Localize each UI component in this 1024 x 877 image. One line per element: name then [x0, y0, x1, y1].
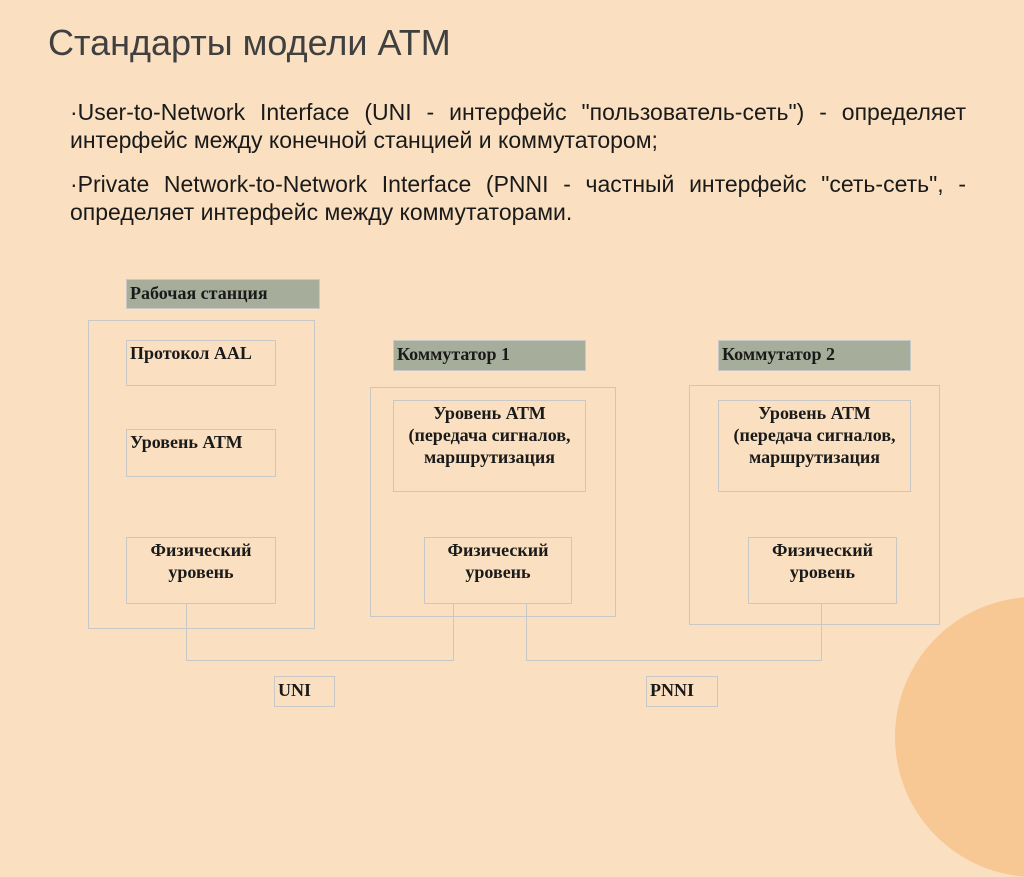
switch2-physical-level: Физический уровень [748, 537, 897, 604]
switch2-atm-level: Уровень АТМ (передача сигналов, маршрутизация [718, 400, 911, 492]
switch1-header: Коммутатор 1 [393, 340, 586, 371]
uni-label: UNI [274, 676, 335, 707]
bullet-pnni: ·Private Network-to-Network Interface (PNNI - частный интерфейс "сеть-сеть", - определяет интерфейс между коммутаторами. [70, 171, 966, 225]
switch2-header: Коммутатор 2 [718, 340, 911, 371]
bullet-uni: ·User-to-Network Interface (UNI - интерфейс "пользователь-сеть") - определяет интерфейс между конечной станцией и коммутатором; [70, 99, 966, 153]
uni-link-bottom [186, 660, 454, 661]
workstation-header: Рабочая станция [126, 279, 320, 309]
pnni-link-left [526, 604, 527, 661]
workstation-aal-protocol: Протокол AAL [126, 340, 276, 386]
switch1-physical-level: Физический уровень [424, 537, 572, 604]
pnni-label: PNNI [646, 676, 718, 707]
workstation-atm-level: Уровень АТМ [126, 429, 276, 477]
uni-link-left [186, 604, 187, 661]
pnni-link-right [821, 604, 822, 661]
switch1-atm-level: Уровень АТМ (передача сигналов, маршрутизация [393, 400, 586, 492]
uni-link-right [453, 604, 454, 661]
slide-title: Стандарты модели АТМ [48, 22, 451, 63]
pnni-link-bottom [526, 660, 822, 661]
workstation-physical-level: Физический уровень [126, 537, 276, 604]
decorative-circle [895, 597, 1024, 877]
